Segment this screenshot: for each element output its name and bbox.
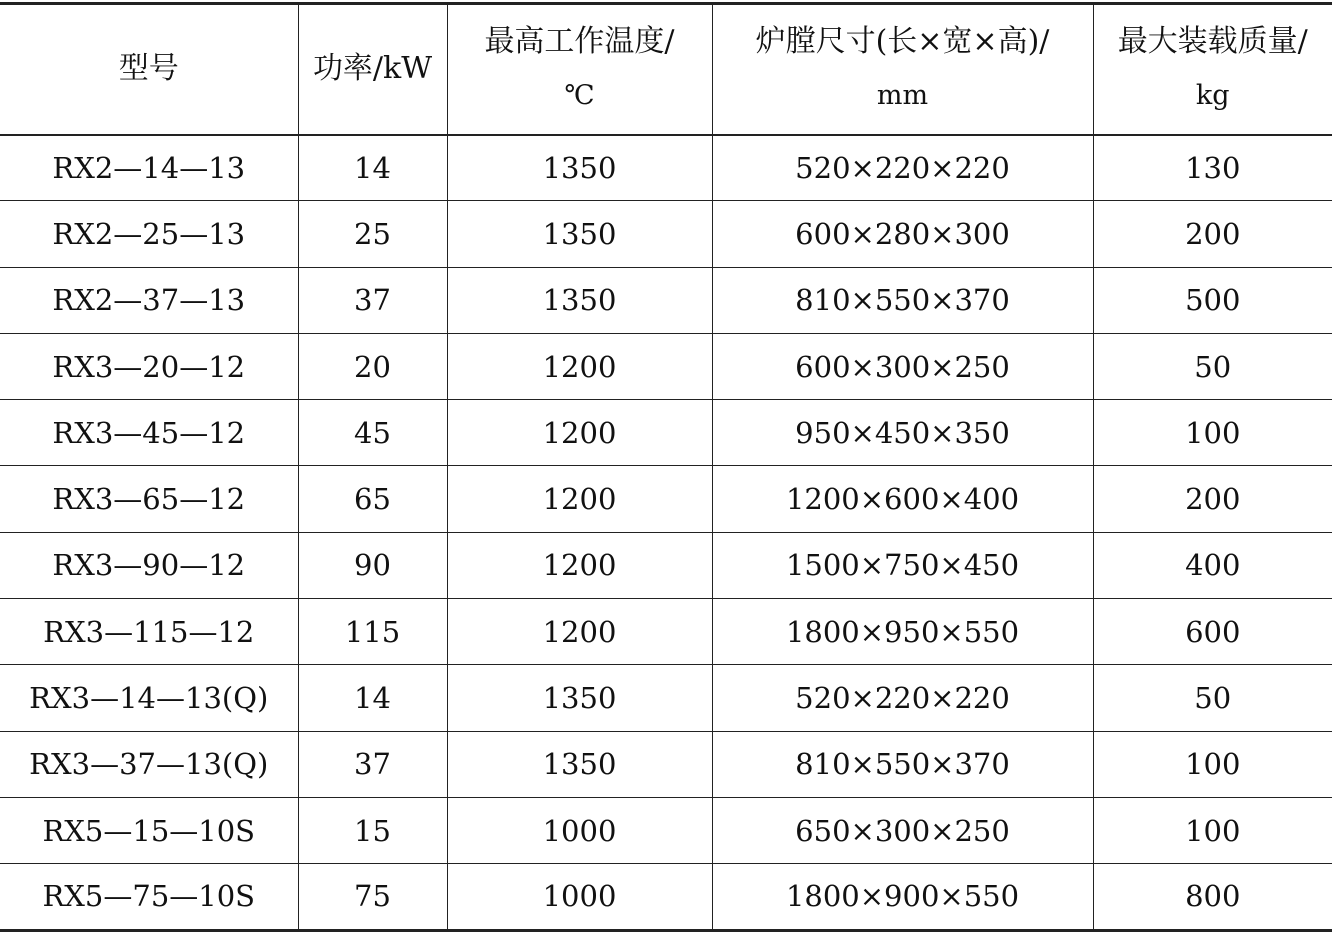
cell-power: 45 — [298, 400, 447, 466]
cell-chamber-size: 650×300×250 — [712, 797, 1093, 863]
cell-chamber-size: 1500×750×450 — [712, 532, 1093, 598]
header-power — [298, 4, 447, 135]
cell-chamber-size: 1800×950×550 — [712, 599, 1093, 665]
cell-max-temperature: 1200 — [447, 599, 712, 665]
cell-chamber-size: 600×300×250 — [712, 333, 1093, 399]
table-row — [0, 665, 1332, 731]
table-row — [0, 599, 1332, 665]
cell-max-temperature: 1350 — [447, 665, 712, 731]
header-chamber-size-unit: mm — [876, 80, 929, 112]
table-row — [0, 135, 1332, 201]
table-row — [0, 201, 1332, 267]
cell-power: 25 — [298, 201, 447, 267]
cell-max-temperature: 1200 — [447, 466, 712, 532]
cell-chamber-size: 950×450×350 — [712, 400, 1093, 466]
cell-model: RX3—45—12 — [0, 400, 298, 466]
cell-model: RX2—37—13 — [0, 267, 298, 333]
cell-max-temperature: 1350 — [447, 731, 712, 797]
cell-max-load: 200 — [1093, 466, 1332, 532]
header-chamber-size-label: 炉膛尺寸(长×宽×高)/ — [755, 24, 1050, 60]
table-row — [0, 333, 1332, 399]
cell-power: 14 — [298, 665, 447, 731]
cell-model: RX5—75—10S — [0, 864, 298, 930]
table-row — [0, 731, 1332, 797]
cell-power: 65 — [298, 466, 447, 532]
cell-power: 115 — [298, 599, 447, 665]
cell-max-temperature: 1000 — [447, 797, 712, 863]
cell-model: RX3—115—12 — [0, 599, 298, 665]
cell-max-load: 400 — [1093, 532, 1332, 598]
header-max-load-label: 最大装载质量/ — [1117, 24, 1308, 60]
header-model — [0, 4, 298, 135]
cell-max-load: 50 — [1093, 665, 1332, 731]
cell-chamber-size: 520×220×220 — [712, 665, 1093, 731]
cell-max-load: 800 — [1093, 864, 1332, 930]
cell-chamber-size: 810×550×370 — [712, 731, 1093, 797]
cell-max-load: 130 — [1093, 135, 1332, 201]
cell-model: RX3—90—12 — [0, 532, 298, 598]
header-max-temperature-label: 最高工作温度/ — [484, 24, 675, 60]
cell-max-temperature: 1200 — [447, 400, 712, 466]
cell-chamber-size: 1800×900×550 — [712, 864, 1093, 930]
header-max-load-unit: kg — [1195, 80, 1230, 112]
cell-power: 37 — [298, 731, 447, 797]
cell-power: 14 — [298, 135, 447, 201]
cell-chamber-size: 1200×600×400 — [712, 466, 1093, 532]
cell-max-load: 100 — [1093, 731, 1332, 797]
header-max-temperature-unit: ℃ — [564, 80, 595, 112]
table-row — [0, 797, 1332, 863]
cell-max-temperature: 1350 — [447, 267, 712, 333]
cell-model: RX3—37—13(Q) — [0, 731, 298, 797]
furnace-spec-table — [0, 2, 1332, 932]
cell-power: 15 — [298, 797, 447, 863]
cell-model: RX2—14—13 — [0, 135, 298, 201]
cell-chamber-size: 600×280×300 — [712, 201, 1093, 267]
table-row — [0, 466, 1332, 532]
cell-power: 75 — [298, 864, 447, 930]
cell-power: 37 — [298, 267, 447, 333]
cell-max-temperature: 1200 — [447, 532, 712, 598]
cell-max-temperature: 1350 — [447, 201, 712, 267]
cell-max-load: 500 — [1093, 267, 1332, 333]
cell-max-load: 50 — [1093, 333, 1332, 399]
table-body — [0, 135, 1332, 931]
table-row — [0, 532, 1332, 598]
cell-max-temperature: 1000 — [447, 864, 712, 930]
cell-chamber-size: 810×550×370 — [712, 267, 1093, 333]
cell-max-temperature: 1200 — [447, 333, 712, 399]
table-row — [0, 400, 1332, 466]
cell-max-load: 100 — [1093, 797, 1332, 863]
table-row — [0, 267, 1332, 333]
cell-power: 90 — [298, 532, 447, 598]
cell-max-load: 600 — [1093, 599, 1332, 665]
header-chamber-size — [712, 4, 1093, 135]
header-model-label: 型号 — [118, 51, 179, 87]
cell-max-temperature: 1350 — [447, 135, 712, 201]
cell-model: RX3—20—12 — [0, 333, 298, 399]
cell-model: RX2—25—13 — [0, 201, 298, 267]
cell-power: 20 — [298, 333, 447, 399]
cell-chamber-size: 520×220×220 — [712, 135, 1093, 201]
header-power-label: 功率/kW — [312, 51, 433, 87]
cell-model: RX5—15—10S — [0, 797, 298, 863]
header-row — [0, 4, 1332, 135]
cell-model: RX3—14—13(Q) — [0, 665, 298, 731]
table-row — [0, 864, 1332, 930]
header-max-load — [1093, 4, 1332, 135]
cell-max-load: 100 — [1093, 400, 1332, 466]
cell-max-load: 200 — [1093, 201, 1332, 267]
header-max-temperature — [447, 4, 712, 135]
cell-model: RX3—65—12 — [0, 466, 298, 532]
